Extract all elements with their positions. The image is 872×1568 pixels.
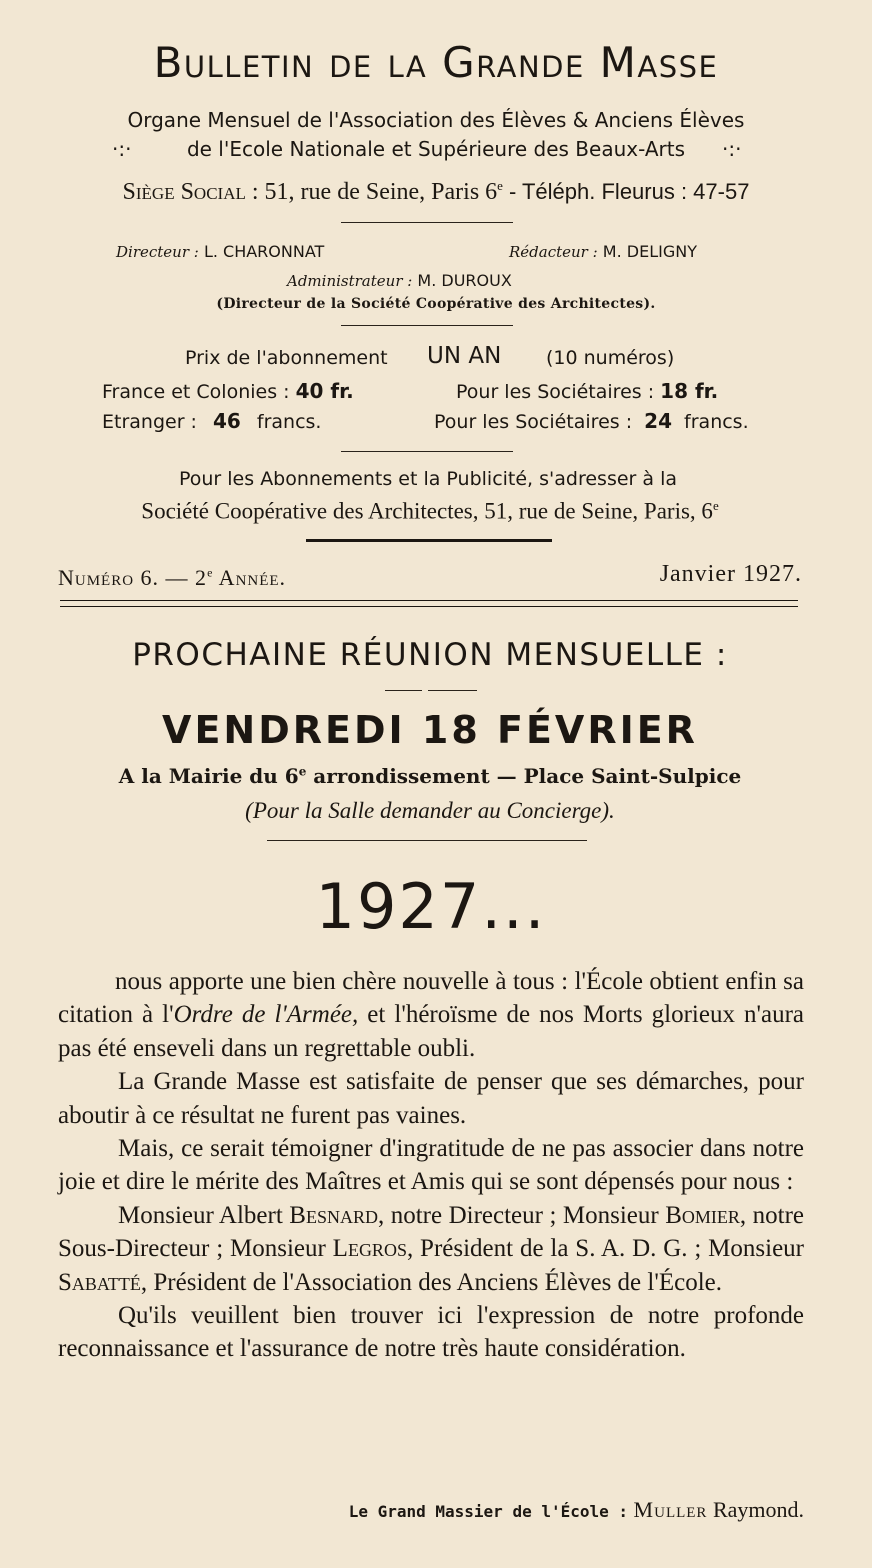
signature-surname: Muller: [633, 1497, 708, 1522]
divider-2: [341, 325, 513, 326]
staff-redacteur: [509, 242, 697, 261]
paragraph-3: Mais, ce serait témoigner d'ingratitude de ne pas associer dans notre joie et dire le mérite des Maîtres et Amis qui se sont dépensés pour nous :: [58, 1135, 804, 1196]
administrateur-label: Administrateur :: [287, 272, 413, 290]
meeting-note: (Pour la Salle demander au Concierge).: [245, 798, 615, 823]
p1-b: et l'héroïsme de nos Morts glorieux n'aura pas été enseveli dans un regrettable oubli.: [58, 1001, 804, 1062]
p4-2: , notre Directeur ; Monsieur: [377, 1201, 666, 1229]
meeting-heading: PROCHAINE RÉUNION MENSUELLE :: [132, 637, 728, 673]
siege-label: Siège Social :: [122, 179, 259, 205]
name-legros: Legros: [332, 1235, 407, 1263]
signature-first: Raymond.: [712, 1497, 804, 1522]
issue-sup: e: [207, 565, 214, 580]
name-sabatte: Sabatté: [58, 1268, 141, 1296]
issue-numero: Numéro 6. — 2: [58, 565, 208, 590]
directeur-label: Directeur :: [116, 243, 199, 261]
telephone: - Téléph. Fleurus : 47-57: [508, 179, 750, 204]
p4-5: , Président de l'Association des Anciens Élèves de l'École.: [140, 1268, 722, 1296]
issue-number: [58, 565, 286, 591]
subscription-issues: (10 numéros): [546, 347, 675, 369]
name-besnard: Besnard: [289, 1201, 378, 1229]
contact-line-1: Pour les Abonnements et la Publicité, s'adresser à la: [178, 468, 677, 490]
redacteur-label: Rédacteur :: [509, 243, 598, 261]
paragraph-5: Qu'ils veuillent bien trouver ici l'expression de notre profonde reconnaissance et l'assurance de notre très haute considération.: [58, 1302, 804, 1363]
short-rule-a: [385, 690, 422, 691]
contact-sup: e: [712, 498, 719, 513]
p1-emphasis: Ordre de l'Armée,: [173, 1001, 359, 1029]
france-price: 40 fr.: [295, 379, 354, 403]
meeting-place: [0, 764, 860, 788]
siege-social: [0, 178, 872, 206]
ornament-right: ·:·: [722, 137, 742, 161]
place-sup: e: [298, 764, 307, 779]
masthead-title-text: Bulletin de la Grande Masse: [153, 38, 719, 87]
staff-directeur: [116, 242, 324, 261]
place-a: A la Mairie du 6: [118, 764, 299, 788]
soc2-price: 24: [644, 409, 672, 433]
administrateur-name: M. DUROUX: [417, 271, 512, 290]
etranger-unit: francs.: [256, 411, 322, 433]
masthead-title: [0, 38, 872, 87]
administrateur-note: (Directeur de la Société Coopérative des Architectes).: [216, 296, 656, 312]
divider-1: [341, 222, 513, 223]
soc1-label: Pour les Sociétaires :: [456, 381, 655, 403]
short-rule-b: [428, 690, 477, 691]
etranger-label: Etranger :: [102, 411, 197, 433]
organ-line-1: Organe Mensuel de l'Association des Élèves & Anciens Élèves: [127, 108, 745, 132]
redacteur-name: M. DELIGNY: [602, 242, 697, 261]
staff-administrateur: [287, 271, 512, 290]
article-year: 1927...: [315, 870, 547, 943]
divider-4: [267, 840, 587, 841]
p4-4: , Président de la S. A. D. G. ; Monsieur: [406, 1235, 804, 1263]
directeur-name: L. CHARONNAT: [203, 242, 325, 261]
etranger-price-line: [102, 409, 321, 433]
name-bomier: Bomier: [665, 1201, 740, 1229]
p4-1: Monsieur Albert: [118, 1201, 290, 1229]
contact-line-2: [0, 498, 860, 525]
issue-date: Janvier 1927.: [659, 561, 802, 587]
siege-address: 51, rue de Seine, Paris 6: [264, 179, 498, 205]
paragraph-1: [58, 965, 804, 1065]
meeting-date: VENDREDI 18 FÉVRIER: [162, 708, 698, 752]
organ-line-2: [0, 137, 872, 161]
ornament-left: ·:·: [112, 137, 132, 161]
divider-3: [341, 451, 513, 452]
signature: [349, 1497, 804, 1523]
soc2-price-line: [434, 409, 749, 433]
soc1-price-line: [456, 379, 718, 403]
france-label: France et Colonies :: [102, 381, 290, 403]
soc2-label: Pour les Sociétaires :: [434, 411, 633, 433]
p1-a: nous apporte une bien chère nouvelle à tous : l'École obtient enfin sa citation à l': [58, 968, 804, 1029]
signature-label: Le Grand Massier de l'École :: [348, 1502, 629, 1521]
place-b: arrondissement — Place Saint-Sulpice: [306, 764, 742, 788]
etranger-price: 46: [213, 409, 241, 433]
double-rule: [60, 600, 798, 607]
organ-line-2-text: de l'Ecole Nationale et Supérieure des Beaux-Arts: [186, 137, 686, 161]
prix-label: Prix de l'abonnement: [185, 347, 388, 369]
soc1-price: 18 fr.: [660, 379, 719, 403]
issue-annee: Année.: [213, 565, 287, 590]
france-price-line: [102, 379, 354, 403]
p4-3: , notre Sous-Directeur ; Monsieur: [58, 1201, 804, 1263]
paragraph-2: La Grande Masse est satisfaite de penser que ses démarches, pour aboutir à ce résultat ne furent pas vaines.: [58, 1068, 804, 1129]
paragraph-4: [58, 1199, 804, 1299]
soc2-unit: francs.: [684, 411, 749, 433]
contact-line-2-text: Société Coopérative des Architectes, 51, rue de Seine, Paris, 6: [141, 498, 713, 524]
subscription-duration: UN AN: [427, 343, 502, 369]
article-body: [58, 965, 804, 1366]
siege-sup: e: [497, 178, 503, 193]
thick-rule: [306, 539, 552, 542]
